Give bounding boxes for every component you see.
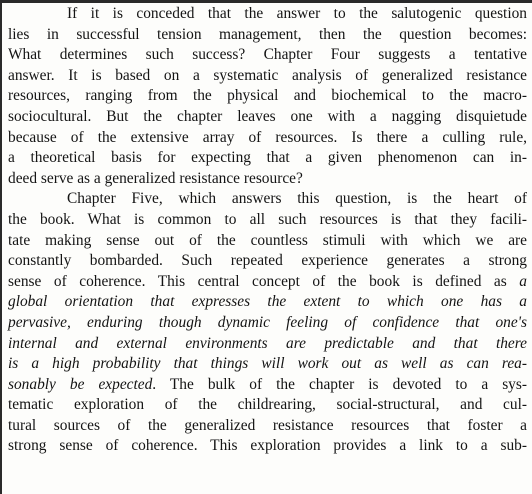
text-run: sense of coherence. This central concept of the book is defined as bbox=[8, 272, 520, 290]
text-line bbox=[8, 416, 527, 437]
text-line bbox=[8, 354, 527, 375]
italic-text-run: internal and external environments are predictable and that there bbox=[8, 334, 527, 352]
text-run: because of the extensive array of resources. Is there a culling rule, bbox=[8, 128, 527, 146]
text-line bbox=[8, 313, 527, 334]
text-line bbox=[8, 169, 527, 190]
text-run: . The bulk of the chapter is devoted to a sys- bbox=[152, 375, 527, 393]
text-line bbox=[8, 148, 527, 169]
italic-text-run: is a high probability that things will work out as well as can rea- bbox=[8, 355, 527, 373]
text-run: the book. What is common to all such resources is that they facili- bbox=[8, 210, 527, 228]
italic-text-run: global orientation that expresses the extent to which one has a bbox=[8, 293, 527, 311]
text-line bbox=[8, 45, 527, 66]
text-run: a theoretical basis for expecting that a given phenomenon can in- bbox=[8, 149, 527, 167]
text-run: answer. It is based on a systematic analysis of generalized resistance bbox=[8, 66, 527, 84]
text-run: lies in successful tension management, then the question becomes: bbox=[8, 25, 527, 43]
paragraph bbox=[8, 4, 527, 189]
page-left-border bbox=[0, 0, 2, 494]
text-run: deed serve as a generalized resistance resource? bbox=[8, 169, 303, 187]
text-run: tate making sense out of the countless stimuli with which we are bbox=[8, 231, 527, 249]
text-run: strong sense of coherence. This exploration provides a link to a sub- bbox=[8, 437, 527, 455]
text-line bbox=[8, 231, 527, 252]
text-line bbox=[8, 334, 527, 355]
text-run: What determines such success? Chapter Four suggests a tentative bbox=[8, 46, 527, 64]
paragraph bbox=[8, 189, 527, 457]
text-run: If it is conceded that the answer to the salutogenic question bbox=[67, 5, 527, 22]
body-text bbox=[8, 4, 527, 457]
text-line bbox=[8, 375, 527, 396]
text-run: constantly bombarded. Such repeated experience generates a strong bbox=[8, 252, 527, 270]
text-line bbox=[8, 210, 527, 231]
text-line bbox=[8, 436, 527, 457]
italic-text-run: pervasive, enduring though dynamic feeling of confidence that one's bbox=[8, 313, 527, 331]
text-run: resources, ranging from the physical and biochemical to the macro- bbox=[8, 87, 527, 105]
text-line bbox=[8, 4, 527, 25]
text-line bbox=[8, 189, 527, 210]
text-line bbox=[8, 251, 527, 272]
italic-text-run: a bbox=[519, 272, 527, 290]
text-run: Chapter Five, which answers this question, is the heart of bbox=[67, 190, 527, 208]
text-run: sociocultural. But the chapter leaves one with a nagging disquietude bbox=[8, 107, 527, 125]
text-line bbox=[8, 25, 527, 46]
text-line bbox=[8, 292, 527, 313]
text-line bbox=[8, 128, 527, 149]
text-run: tematic exploration of the childrearing, social-structural, and cul- bbox=[8, 396, 527, 414]
italic-text-run: sonably be expected bbox=[8, 375, 153, 393]
page-top-border bbox=[0, 0, 532, 3]
text-line bbox=[8, 66, 527, 87]
text-line bbox=[8, 272, 527, 293]
text-line bbox=[8, 107, 527, 128]
text-run: tural sources of the generalized resistance resources that foster a bbox=[8, 416, 527, 434]
text-line bbox=[8, 395, 527, 416]
text-line bbox=[8, 86, 527, 107]
